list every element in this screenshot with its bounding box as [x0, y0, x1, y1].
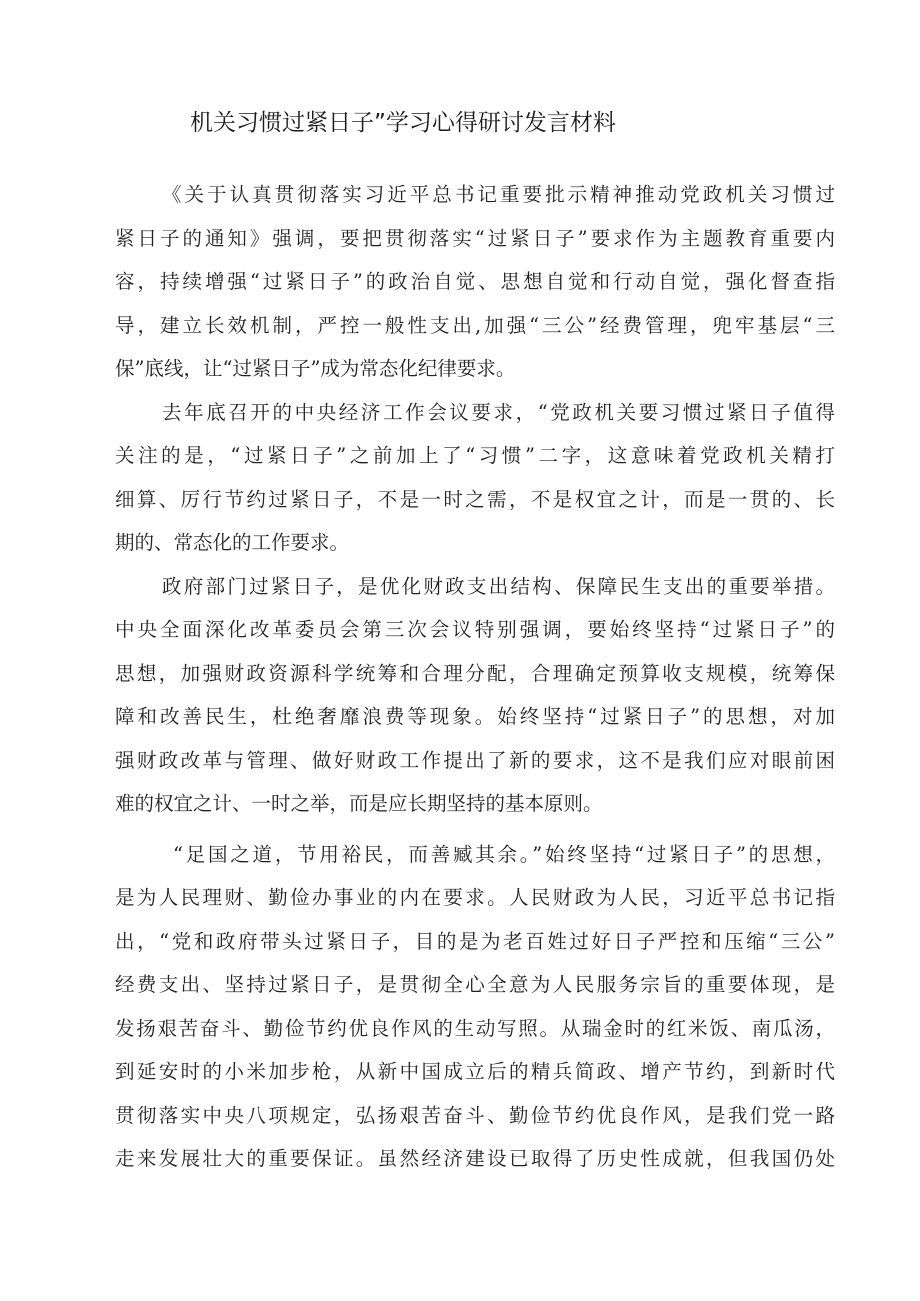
paragraph-line: “足国之道，节用裕民，而善臧其余。”始终坚持“过紧日子”的思想，	[173, 842, 835, 866]
paragraph-2	[115, 391, 835, 565]
paragraph-line: 细算、厉行节约过紧日子，不是一时之需，不是权宜之计，而是一贯的、长	[115, 487, 835, 511]
paragraph-line: 紧日子的通知》强调，要把贯彻落实“过紧日子”要求作为主题教育重要内	[115, 226, 835, 250]
paragraph-1	[115, 173, 835, 391]
paragraph-line: 障和改善民生，杜绝奢靡浪费等现象。始终坚持“过紧日子”的思想，对加	[115, 705, 835, 728]
paragraph-line: 难的权宜之计、一时之举，而是应长期坚持的基本原则。	[115, 792, 603, 815]
paragraph-line: 贯彻落实中央八项规定，弘扬艰苦奋斗、勤俭节约优良作风，是我们党一路	[115, 1103, 835, 1127]
paragraph-line: 导，建立长效机制，严控一般性支出,加强“三公”经费管理，兜牢基层“三	[115, 313, 835, 337]
paragraph-spacer	[115, 826, 835, 833]
paragraph-4	[115, 833, 835, 1181]
paragraph-line: 发扬艰苦奋斗、勤俭节约优良作风的生动写照。从瑞金时的红米饭、南瓜汤，	[115, 1016, 835, 1040]
paragraph-line: 到延安时的小米加步枪，从新中国成立后的精兵简政、增产节约，到新时代	[115, 1060, 835, 1083]
paragraph-line: 经费支出、坚持过紧日子，是贯彻全心全意为人民服务宗旨的重要体现，是	[115, 973, 835, 996]
paragraph-line: 关注的是，“过紧日子”之前加上了“习惯”二字，这意味着党政机关精打	[115, 444, 835, 467]
paragraph-line: 《关于认真贯彻落实习近平总书记重要批示精神推动党政机关习惯过	[162, 183, 835, 206]
paragraph-line: 出，“党和政府带头过紧日子，目的是为老百姓过好日子严控和压缩“三公”	[115, 929, 835, 953]
paragraph-line: 去年底召开的中央经济工作会议要求，“党政机关要习惯过紧日子值得	[162, 400, 835, 424]
paragraph-line: 期的、常态化的工作要求。	[115, 531, 350, 554]
paragraph-line: 中央全面深化改革委员会第三次会议特别强调，要始终坚持“过紧日子”的	[115, 618, 835, 641]
document-body	[115, 173, 835, 1181]
paragraph-line: 走来发展壮大的重要保证。虽然经济建设已取得了历史性成就，但我国仍处	[115, 1147, 835, 1170]
paragraph-line: 保”底线，让“过紧日子”成为常态化纪律要求。	[115, 357, 516, 380]
document-title: 机关习惯过紧日子”学习心得研讨发言材料	[190, 110, 616, 136]
paragraph-line: 思想，加强财政资源科学统筹和合理分配，合理确定预算收支规模，统筹保	[115, 661, 835, 685]
paragraph-line: 政府部门过紧日子，是优化财政支出结构、保障民生支出的重要举措。	[162, 574, 835, 598]
paragraph-3	[115, 565, 835, 826]
paragraph-line: 强财政改革与管理、做好财政工作提出了新的要求，这不是我们应对眼前困	[115, 748, 835, 772]
paragraph-line: 容，持续增强“过紧日子”的政治自觉、思想自觉和行动自觉，强化督查指	[115, 270, 835, 293]
paragraph-line: 是为人民理财、勤俭办事业的内在要求。人民财政为人民，习近平总书记指	[115, 886, 835, 909]
